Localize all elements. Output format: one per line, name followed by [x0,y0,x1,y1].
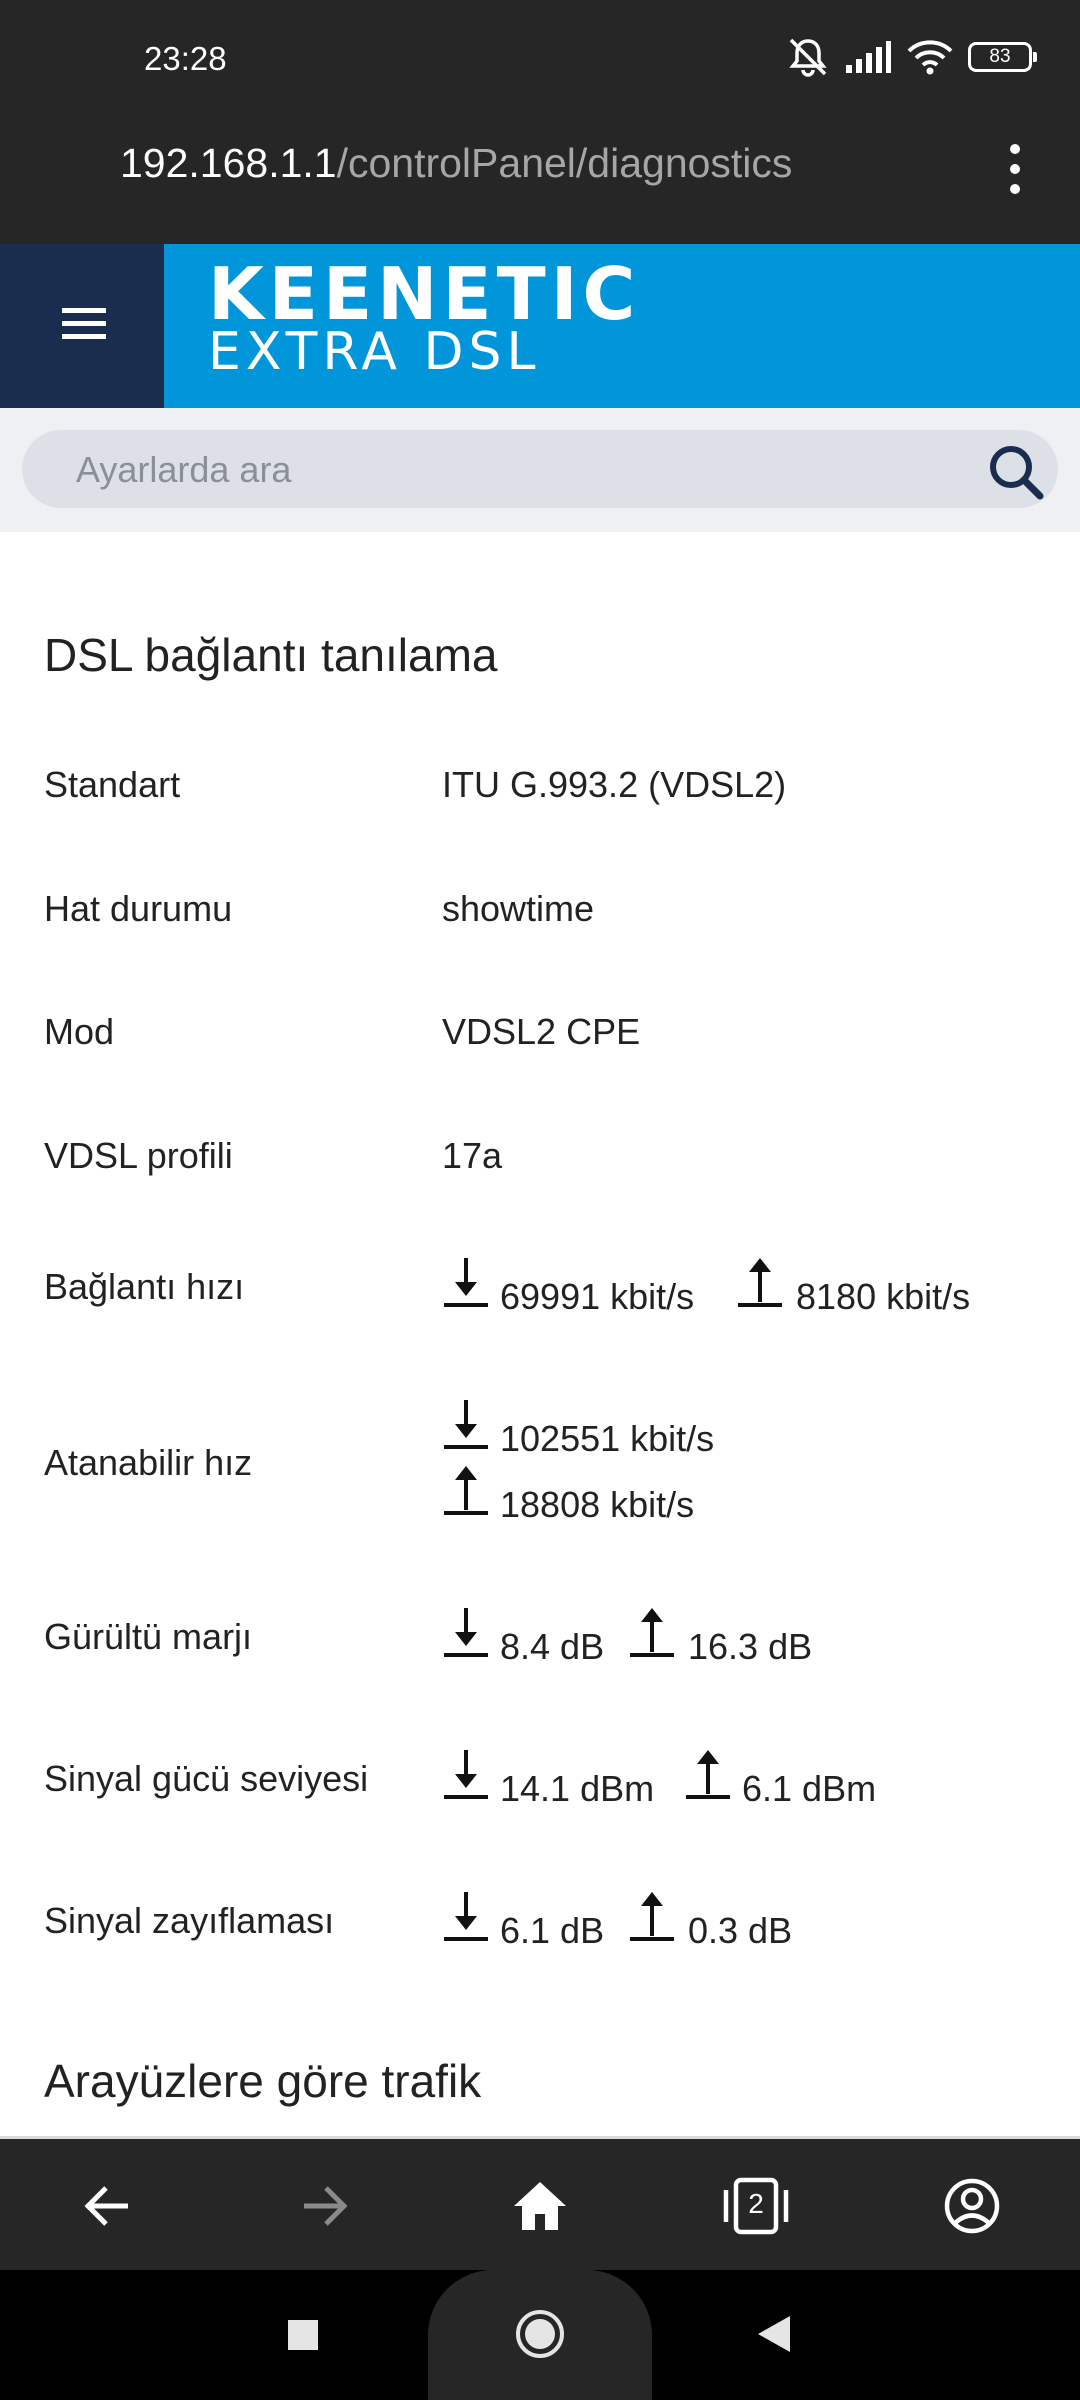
logo-model: EXTRA DSL [208,322,541,382]
wifi-icon [906,38,954,76]
signal-bars-icon [844,39,892,75]
signal-attenuation-up: 0.3 dB [688,1910,793,1951]
url-host: 192.168.1.1 [120,140,337,186]
bell-muted-icon [786,36,830,78]
row-value-line-state: showtime [442,888,595,929]
arrow-down-icon [442,1398,490,1450]
section-title-traffic: Arayüzlere göre trafik [44,2055,482,2107]
row-label-attainable-speed: Atanabilir hız [44,1442,253,1483]
noise-margin-down: 8.4 dB [500,1626,605,1667]
arrow-up-icon [442,1464,490,1516]
row-value-standard: ITU G.993.2 (VDSL2) [442,764,787,805]
row-value-mode: VDSL2 CPE [442,1011,641,1052]
arrow-up-icon [628,1606,676,1658]
signal-attenuation-down: 6.1 dB [500,1910,605,1951]
arrow-up-icon [684,1748,732,1800]
tabs-button[interactable] [722,2176,782,2236]
row-label-signal-power: Sinyal gücü seviyesi [44,1758,369,1799]
logo-keenetic: KEENETIC [208,252,641,336]
battery-level: 83 [989,46,1011,67]
arrow-down-icon [442,1748,490,1800]
arrow-up-icon [628,1890,676,1942]
forward-arrow-icon[interactable] [294,2176,354,2236]
connection-speed-up: 8180 kbit/s [796,1276,971,1317]
recents-square-icon[interactable] [286,2318,320,2352]
attainable-speed-down: 102551 kbit/s [500,1418,715,1459]
status-icons [786,36,1032,78]
more-vert-icon[interactable] [1000,142,1030,196]
url-text[interactable] [120,140,792,187]
system-back-icon[interactable] [756,2314,792,2354]
status-bar [0,0,1080,122]
status-time: 23:28 [144,40,227,77]
home-icon[interactable] [510,2176,570,2236]
noise-margin-up: 16.3 dB [688,1626,813,1667]
url-path: /controlPanel/diagnostics [336,140,793,186]
system-home-icon[interactable] [514,2308,566,2360]
battery-icon [968,42,1032,72]
row-label-vdsl-profile: VDSL profili [44,1135,233,1176]
attainable-speed-up: 18808 kbit/s [500,1484,695,1525]
row-label-mode: Mod [44,1011,115,1052]
account-icon[interactable] [942,2176,1002,2236]
row-label-connection-speed: Bağlantı hızı [44,1266,245,1307]
arrow-up-icon [736,1256,784,1308]
connection-speed-down: 69991 kbit/s [500,1276,695,1317]
arrow-down-icon [442,1256,490,1308]
arrow-down-icon [442,1606,490,1658]
tab-count: 2 [748,2188,764,2219]
search-input[interactable] [74,444,958,496]
section-title-dsl: DSL bağlantı tanılama [44,629,498,681]
signal-power-down: 14.1 dBm [500,1768,655,1809]
back-arrow-icon[interactable] [78,2176,138,2236]
row-label-standard: Standart [44,764,181,805]
arrow-down-icon [442,1890,490,1942]
row-label-line-state: Hat durumu [44,888,233,929]
hamburger-menu-icon[interactable] [62,302,106,346]
signal-power-up: 6.1 dBm [742,1768,877,1809]
row-label-signal-attenuation: Sinyal zayıflaması [44,1900,335,1941]
search-icon[interactable] [986,442,1046,502]
row-value-vdsl-profile: 17a [442,1135,503,1176]
row-label-noise-margin: Gürültü marjı [44,1616,253,1657]
